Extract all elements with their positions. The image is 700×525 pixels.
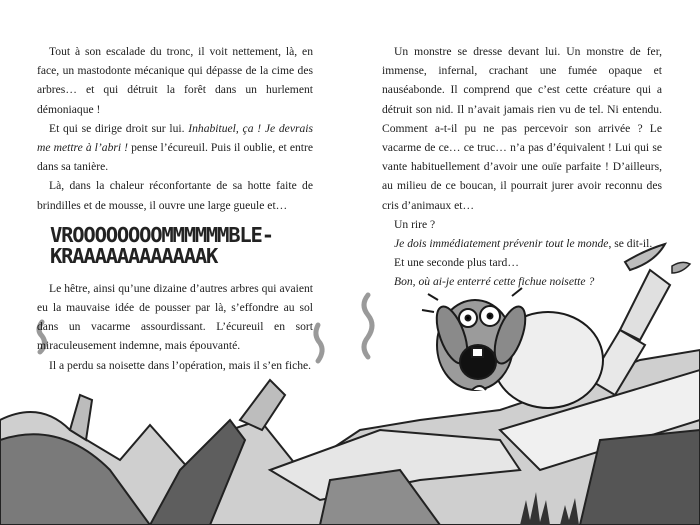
text-run: Tout à son escalade du tronc, il voit nettement, là, en face, un mastodonte mécanique qui dépasse de la cime des arbres… et qui détruit la forêt dans un hurlement démoniaque !	[37, 45, 313, 116]
text-run: Et une seconde plus tard…	[394, 256, 519, 270]
paragraph	[37, 279, 313, 356]
left-page-text-top	[37, 42, 313, 215]
text-run: Un monstre se dresse devant lui. Un monstre de fer, immense, infernal, crachant une fumée opaque et nauséabonde. Il comprend que c’est cette créature qui a détruit son nid. Il n’avait jamais rien vu de tel. Ni entendu. Comment a-t-il pu ne pas percevoir son arrivée ? Le vacarme de ce… ce truc… n’a pas d’équivalent ! Lui qui se vante habituellement d’avoir une ouïe parfaite ! D’ailleurs, au milieu de ce boucan, il pourrait jurer avoir reconnu des cris d’animaux et…	[382, 45, 662, 212]
italic-thought: Inhabituel, ça ! Je devrais me mettre à l’abri !	[37, 121, 314, 155]
text-run: Et qui se dirige droit sur lui.	[49, 121, 189, 135]
text-run: Un rire ?	[394, 217, 436, 231]
paragraph	[382, 253, 662, 272]
text-run: , se dit-il.	[608, 237, 653, 251]
text-run: Le hêtre, ainsi qu’une dizaine d’autres arbres qui avaient eu la mauvaise idée de pousser par là, s’effondre au sol dans un vacarme assourdissant. L’écureuil en sort miraculeusement indemne, mais épouvanté.	[37, 281, 313, 353]
paragraph	[382, 215, 662, 234]
paragraph	[382, 234, 662, 253]
squirrel-character	[422, 288, 603, 408]
paragraph	[37, 356, 313, 375]
italic-thought: Je dois immédiatement prévenir tout le monde	[394, 237, 609, 251]
sound-effect-heading: VROOOOOOOOMMMMMMBLE-KRAAAAAAAAAAAAK	[50, 222, 273, 268]
paragraph	[37, 119, 313, 177]
italic-thought: Bon, où ai-je enterré cette fichue noisette ?	[394, 275, 595, 289]
text-run: Là, dans la chaleur réconfortante de sa hotte faite de brindilles et de mousse, il ouvre une large gueule et…	[37, 179, 313, 212]
paragraph	[37, 42, 313, 119]
paragraph	[382, 42, 662, 215]
paragraph	[382, 272, 662, 291]
right-page-text	[382, 42, 662, 292]
paragraph	[37, 176, 313, 214]
text-run: Il a perdu sa noisette dans l’opération, mais il s’en fiche.	[49, 358, 312, 372]
text-run: pense l’écureuil. Puis il oublie, et entre dans sa tanière.	[37, 141, 313, 174]
left-page-text-bottom	[37, 279, 313, 375]
left-page	[37, 42, 313, 375]
